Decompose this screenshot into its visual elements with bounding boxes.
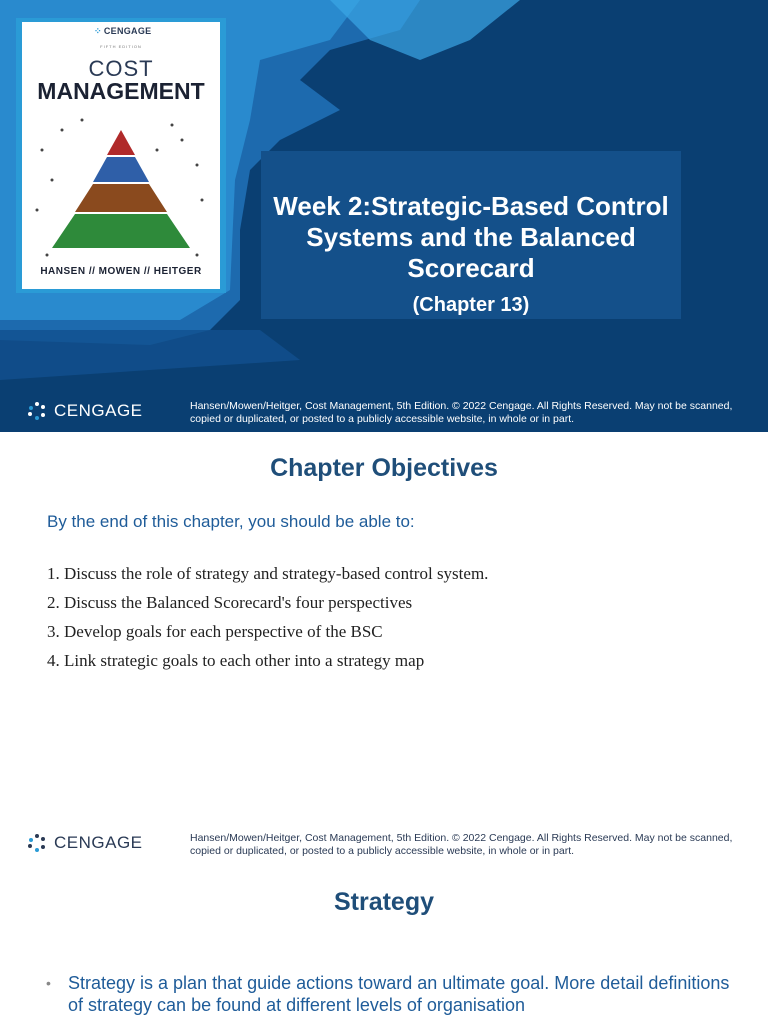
title-slide <box>0 0 768 432</box>
slide-title: Chapter Objectives <box>270 454 498 482</box>
list-item: 4. Link strategic goals to each other into a strategy map <box>47 651 425 670</box>
book-authors: HANSEN // MOWEN // HEITGER <box>40 266 202 277</box>
cengage-logo-text: CENGAGE <box>54 833 143 852</box>
slide-footer <box>0 829 768 864</box>
bullet-icon: • <box>46 975 51 991</box>
copyright-notice: Hansen/Mowen/Heitger, Cost Management, 5th Edition. © 2022 Cengage. All Rights Reserved. May not be scanned, copied or duplicated, or posted to a publicly accessible website, in whole or in part. <box>190 400 733 425</box>
slide-title: Strategy <box>333 888 435 916</box>
list-item: 3. Develop goals for each perspective of the BSC <box>47 622 383 641</box>
title-box <box>261 151 681 319</box>
cengage-logo <box>26 832 143 854</box>
cengage-logo <box>26 400 143 422</box>
cengage-logo-icon <box>26 400 48 422</box>
list-item: 1. Discuss the role of strategy and strategy-based control system. <box>47 564 489 583</box>
copyright-notice: Hansen/Mowen/Heitger, Cost Management, 5th Edition. © 2022 Cengage. All Rights Reserved. May not be scanned, copied or duplicated, or posted to a publicly accessible website, in whole or in part. <box>190 832 733 857</box>
book-title-line1: COST <box>88 56 154 81</box>
slide-subtitle: (Chapter 13) <box>412 294 530 316</box>
book-edition: FIFTH EDITION <box>100 44 142 49</box>
list-item: 2. Discuss the Balanced Scorecard's four perspectives <box>47 593 413 612</box>
book-publisher-logo: ⁘ CENGAGE <box>94 26 152 36</box>
intro-text: By the end of this chapter, you should be able to: <box>47 512 415 531</box>
slide-title: Week 2:Strategic-Based Control Systems and the Balanced Scorecard <box>273 191 669 283</box>
people-pyramid-illustration <box>22 110 220 260</box>
objectives-list <box>47 563 488 679</box>
cengage-logo-icon <box>26 832 48 854</box>
cengage-logo-text: CENGAGE <box>54 401 143 420</box>
strategy-slide <box>0 864 768 1024</box>
objectives-slide <box>0 432 768 864</box>
book-title-line2: MANAGEMENT <box>37 78 205 104</box>
bullet-text: Strategy is a plan that guide actions toward an ultimate goal. More detail definitions of strategy can be found at different levels of organisation <box>68 973 730 1015</box>
slide-footer <box>0 390 768 432</box>
book-cover <box>16 18 226 293</box>
